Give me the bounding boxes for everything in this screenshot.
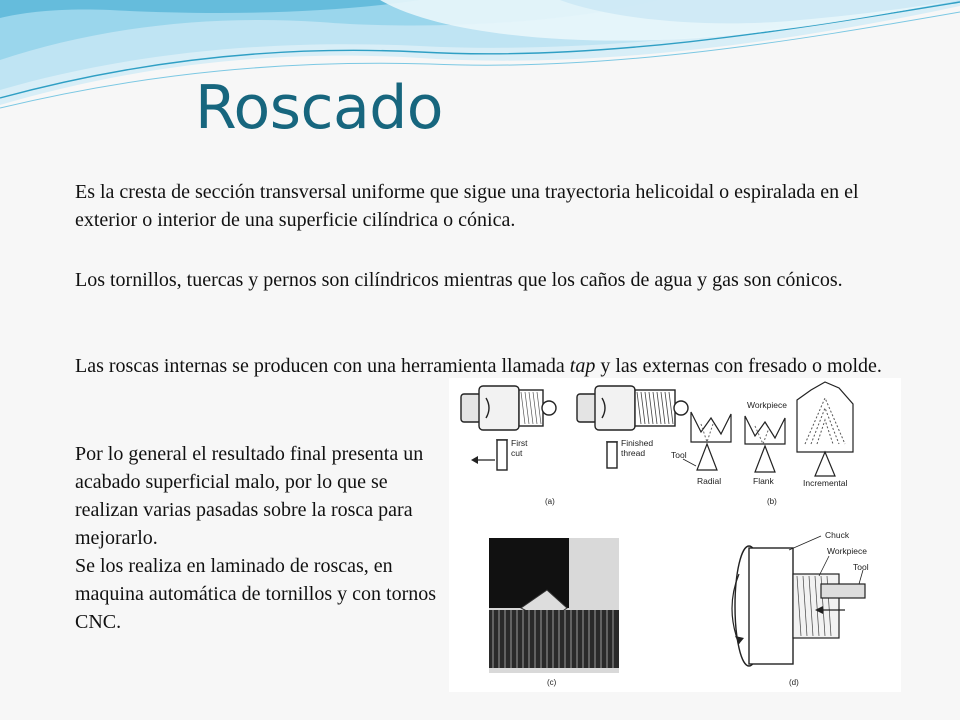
panel-a-turning — [461, 386, 688, 506]
label-finished: Finished — [621, 438, 654, 448]
p4-line-1: Por lo general el resultado final presenta un acabado superficial malo, por lo que se realizan varias pasadas sobre la rosca para mejorarlo. — [75, 443, 424, 549]
header-wave-decoration — [0, 0, 960, 130]
paragraph-definition: Es la cresta de sección transversal uniforme que sigue una trayectoria helicoidal o espiralada en el exterior o interior de una superficie cilíndrica o cónica. — [75, 181, 859, 231]
label-first: First — [511, 438, 528, 448]
panel-c-photo — [489, 538, 619, 687]
paragraph-finish — [75, 440, 440, 636]
label-flank: Flank — [753, 476, 774, 486]
paragraph-examples: Los tornillos, tuercas y pernos son cilíndricos mientras que los caños de agua y gas son cónicos. — [75, 269, 843, 291]
caption-c: (c) — [547, 678, 557, 687]
caption-a: (a) — [545, 497, 555, 506]
label-tool-d: Tool — [853, 562, 869, 572]
panel-b-infeed-methods — [671, 382, 853, 506]
label-thread: thread — [621, 448, 646, 458]
slide-title: Roscado — [195, 73, 444, 143]
label-incremental: Incremental — [803, 478, 848, 488]
label-chuck: Chuck — [825, 530, 850, 540]
label-workpiece-d: Workpiece — [827, 546, 867, 556]
threading-figure — [449, 378, 901, 692]
p3-text-end: y las externas con fresado o molde. — [595, 355, 882, 377]
caption-b: (b) — [767, 497, 777, 506]
paragraph-internal-external — [75, 352, 915, 380]
panel-d-lathe — [732, 530, 869, 687]
threading-figure-drawing — [449, 378, 901, 692]
caption-d: (d) — [789, 678, 799, 687]
p3-text-start: Las roscas internas se producen con una herramienta llamada — [75, 355, 570, 377]
p4-line-2: Se los realiza en laminado de roscas, en maquina automática de tornillos y con tornos CNC. — [75, 555, 437, 633]
label-cut: cut — [511, 448, 523, 458]
label-tool: Tool — [671, 450, 687, 460]
term-tap: tap — [569, 355, 596, 377]
label-workpiece-b: Workpiece — [747, 400, 787, 410]
label-radial: Radial — [697, 476, 722, 486]
